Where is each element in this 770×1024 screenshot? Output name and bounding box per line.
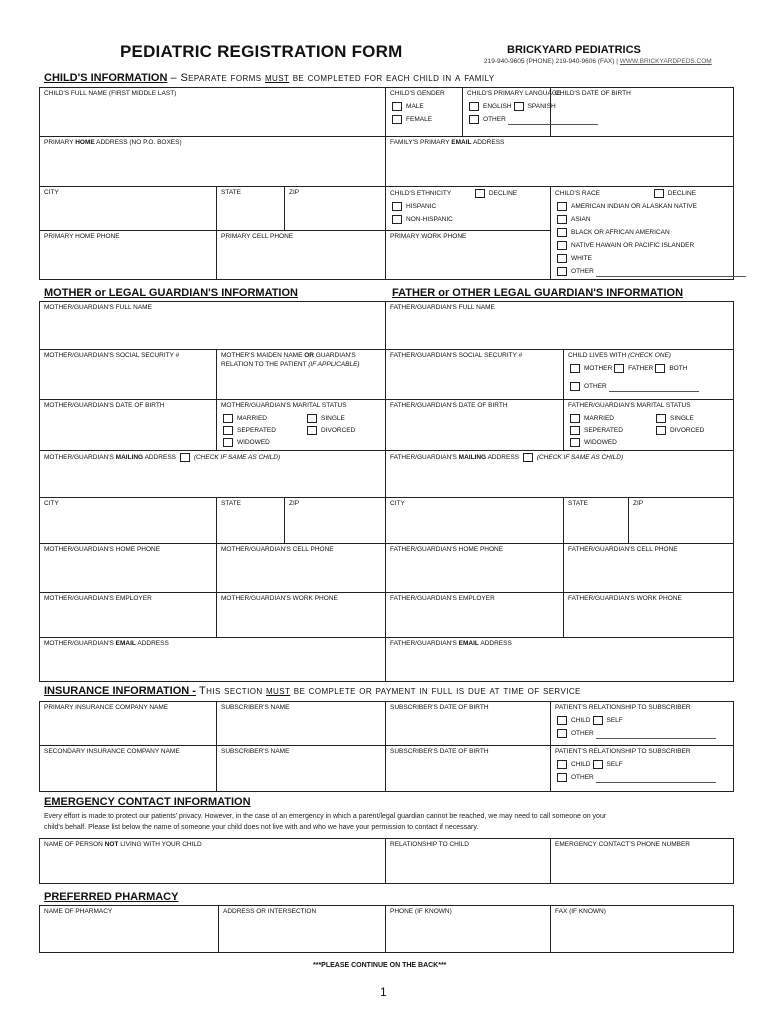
father-email-bold: EMAIL — [458, 639, 479, 647]
father-separated-label: SEPERATED — [584, 426, 623, 434]
mother-state-field[interactable] — [217, 497, 285, 543]
gender-female-option[interactable] — [390, 115, 458, 125]
father-full-name-label: FATHER/GUARDIAN'S FULL NAME — [390, 304, 495, 311]
child-dob-label: CHILD'S DATE OF BIRTH — [555, 90, 631, 97]
insurance-table — [39, 701, 734, 792]
mother-cell-phone-field[interactable] — [217, 543, 386, 592]
child-subheading-pre: – Separate forms — [170, 72, 262, 84]
gender-male-option[interactable] — [390, 102, 458, 112]
father-section-heading: FATHER or OTHER LEGAL GUARDIAN'S INFORMATION — [392, 287, 684, 299]
lives-with-options — [568, 364, 729, 374]
maiden-or: OR — [304, 352, 314, 359]
mother-cell-phone-label: MOTHER/GUARDIAN'S CELL PHONE — [221, 545, 334, 553]
mother-home-phone-label: MOTHER/GUARDIAN'S HOME PHONE — [44, 545, 161, 553]
father-email-post: ADDRESS — [480, 639, 512, 647]
mother-email-post: ADDRESS — [137, 639, 169, 647]
secondary-relationship-field — [551, 746, 734, 792]
mother-state-label: STATE — [221, 499, 241, 507]
race-other-line[interactable] — [596, 270, 746, 277]
emergency-phone-label: EMERGENCY CONTACT'S PHONE NUMBER — [555, 841, 690, 848]
primary-subscriber-field[interactable] — [217, 702, 386, 746]
father-city-field[interactable] — [386, 497, 564, 543]
mother-home-phone-field[interactable] — [40, 543, 217, 592]
race-option-label: AMERICAN INDIAN OR ALASKAN NATIVE — [571, 203, 697, 211]
child-section-heading — [44, 72, 494, 84]
race-option-label: BLACK OR AFRICAN AMERICAN — [571, 229, 670, 237]
child-language-field — [463, 88, 562, 137]
contact-phones: 219-940-9605 (PHONE) 219-940-9606 (FAX) | — [484, 58, 618, 65]
email-bold: EMAIL — [451, 139, 472, 146]
father-zip-label: ZIP — [633, 499, 644, 507]
father-single-label: SINGLE — [670, 414, 694, 422]
english-label: ENGLISH — [483, 102, 512, 110]
mother-marital-field — [217, 400, 386, 451]
secondary-child-label: CHILD — [571, 760, 591, 768]
child-race-field — [551, 187, 734, 280]
non-hispanic-option[interactable] — [390, 215, 546, 225]
child-work-phone-field[interactable] — [386, 231, 551, 279]
race-other-checkbox[interactable] — [557, 267, 567, 276]
father-work-phone-label: FATHER/GUARDIAN'S WORK PHONE — [568, 594, 682, 602]
non-hispanic-label: NON-HISPANIC — [406, 216, 453, 224]
race-option-label: ASIAN — [571, 216, 591, 224]
mother-mailing-post: ADDRESS — [144, 453, 177, 461]
lives-both-label: BOTH — [669, 364, 688, 372]
child-zip-field[interactable] — [285, 187, 386, 231]
mother-separated-checkbox[interactable] — [223, 426, 233, 435]
child-cell-phone-field[interactable] — [217, 231, 386, 279]
page-number: 1 — [380, 985, 387, 999]
child-info-table — [39, 87, 734, 280]
mother-section-heading: MOTHER or LEGAL GUARDIAN'S INFORMATION — [44, 287, 298, 299]
father-mailing-bold: MAILING — [458, 453, 487, 461]
secondary-insurance-field[interactable] — [40, 746, 217, 792]
father-marital-field — [564, 400, 734, 451]
race-checkbox[interactable] — [557, 241, 567, 250]
mother-dob-label: MOTHER/GUARDIAN'S DATE OF BIRTH — [44, 402, 165, 409]
parent-info-table — [39, 301, 734, 682]
race-checkbox[interactable] — [557, 228, 567, 237]
primary-child-label: CHILD — [571, 716, 591, 724]
pharmacy-table — [39, 905, 734, 953]
child-heading-text: CHILD'S INFORMATION — [44, 72, 168, 84]
cell-phone-label: PRIMARY CELL PHONE — [221, 233, 294, 241]
pharmacy-name-label: NAME OF PHARMACY — [44, 908, 113, 915]
ethnicity-decline-option[interactable] — [473, 190, 517, 197]
maiden-pre: MOTHER'S MAIDEN NAME — [221, 352, 303, 359]
ethnicity-decline-checkbox[interactable] — [475, 189, 485, 198]
form-title: PEDIATRIC REGISTRATION FORM — [120, 42, 403, 61]
father-cell-phone-label: FATHER/GUARDIAN'S CELL PHONE — [568, 545, 678, 553]
mother-zip-label: ZIP — [289, 499, 300, 507]
female-checkbox[interactable] — [392, 115, 402, 124]
race-checkbox[interactable] — [557, 254, 567, 263]
race-option[interactable] — [555, 228, 729, 238]
child-state-field[interactable] — [217, 187, 285, 231]
father-cell-phone-field[interactable] — [564, 543, 734, 592]
race-checkbox[interactable] — [557, 202, 567, 211]
mother-same-checkbox[interactable] — [180, 453, 190, 462]
email-post: ADDRESS — [472, 139, 505, 146]
mother-marital-row — [221, 426, 381, 436]
secondary-self-checkbox[interactable] — [593, 760, 603, 769]
language-other-line[interactable] — [508, 118, 598, 125]
child-subheading — [170, 72, 494, 84]
mother-single-checkbox[interactable] — [307, 414, 317, 423]
child-home-phone-field[interactable] — [40, 231, 217, 279]
father-employer-field[interactable] — [386, 592, 564, 637]
emergency-relationship-field[interactable] — [386, 839, 551, 884]
secondary-relationship-label: PATIENT'S RELATIONSHIP TO SUBSCRIBER — [555, 748, 691, 755]
race-option[interactable] — [555, 215, 729, 225]
hispanic-label: HISPANIC — [406, 203, 437, 211]
primary-child-checkbox[interactable] — [557, 716, 567, 725]
language-options — [467, 102, 556, 112]
pharmacy-phone-label: PHONE (IF KNOWN) — [390, 908, 452, 915]
child-gender-label: CHILD'S GENDER — [390, 90, 445, 97]
mother-email-bold: EMAIL — [115, 639, 136, 647]
mother-mailing-field[interactable] — [40, 450, 386, 497]
race-decline-checkbox[interactable] — [654, 189, 664, 198]
website-link[interactable]: WWW.BRICKYARDPEDS.COM — [619, 58, 712, 65]
father-work-phone-field[interactable] — [564, 592, 734, 637]
male-label: MALE — [406, 102, 424, 110]
mother-widowed-checkbox[interactable] — [223, 438, 233, 447]
primary-insurance-field[interactable] — [40, 702, 217, 746]
mother-mailing-bold: MAILING — [115, 453, 144, 461]
father-marital-label: FATHER/GUARDIAN'S MARITAL STATUS — [568, 402, 691, 409]
child-subheading-must: must — [264, 72, 290, 84]
secondary-relationship-row — [555, 760, 729, 770]
mother-full-name-label: MOTHER/GUARDIAN'S FULL NAME — [44, 304, 152, 311]
insurance-sub-pre: This section — [199, 685, 263, 697]
mother-ssn-label: MOTHER/GUARDIAN'S SOCIAL SECURITY # — [44, 352, 180, 359]
primary-subscriber-label: SUBSCRIBER'S NAME — [221, 704, 290, 711]
father-dob-label: FATHER/GUARDIAN'S DATE OF BIRTH — [390, 402, 508, 409]
lives-other-option[interactable] — [568, 382, 729, 392]
father-check-same: (CHECK IF SAME AS CHILD) — [536, 453, 624, 461]
mother-zip-field[interactable] — [285, 497, 386, 543]
race-decline-option[interactable] — [652, 190, 696, 197]
primary-relationship-field — [551, 702, 734, 746]
lives-mother-label: MOTHER — [584, 364, 613, 372]
home-phone-label: PRIMARY HOME PHONE — [44, 233, 120, 241]
maiden-post: GUARDIAN'S RELATION TO THE PATIENT — [221, 352, 356, 368]
pharmacy-name-field[interactable] — [40, 906, 219, 953]
child-dob-field[interactable] — [551, 88, 734, 137]
address-bold: HOME — [75, 139, 95, 146]
insurance-subheading — [199, 685, 581, 697]
mother-full-name-field[interactable] — [40, 302, 386, 350]
race-option[interactable] — [555, 241, 729, 251]
if-applicable: (IF APPLICABLE) — [308, 360, 360, 368]
primary-subscriber-dob-label: SUBSCRIBER'S DATE OF BIRTH — [390, 704, 489, 711]
race-label: CHILD'S RACE — [555, 190, 600, 198]
lives-other-label: OTHER — [584, 382, 607, 390]
father-single-checkbox[interactable] — [656, 414, 666, 423]
father-dob-field[interactable] — [386, 400, 564, 451]
male-checkbox[interactable] — [392, 102, 402, 111]
emergency-paragraph — [44, 811, 734, 833]
father-marital-row — [568, 426, 729, 436]
father-married-label: MARRIED — [584, 414, 614, 422]
father-widowed-checkbox[interactable] — [570, 438, 580, 447]
primary-self-checkbox[interactable] — [593, 716, 603, 725]
spanish-label: SPANISH — [527, 102, 556, 110]
lives-other-checkbox[interactable] — [570, 382, 580, 391]
pharmacy-fax-field[interactable] — [551, 906, 734, 953]
primary-other-checkbox[interactable] — [557, 729, 567, 738]
emergency-paragraph-line-2: child's behalf. Please list below the name of someone your child does not live with and who we have your permission to contact if necessary. — [44, 824, 479, 832]
female-label: FEMALE — [406, 115, 433, 123]
secondary-other-option[interactable] — [555, 773, 729, 783]
lives-both-checkbox[interactable] — [655, 364, 665, 373]
mother-employer-field[interactable] — [40, 592, 217, 637]
practice-contact — [484, 58, 712, 65]
mother-marital-row — [221, 414, 381, 424]
emergency-name-post: LIVING WITH YOUR CHILD — [120, 841, 202, 848]
secondary-other-label: OTHER — [571, 773, 594, 781]
pharmacy-address-field[interactable] — [219, 906, 386, 953]
race-option[interactable] — [555, 202, 729, 212]
father-same-checkbox[interactable] — [523, 453, 533, 462]
ethnicity-label: CHILD'S ETHNICITY — [390, 190, 452, 198]
emergency-paragraph-line-1: Every effort is made to protect our patients' privacy. However, in the case of an emergency in which a parent/legal guardian cannot be reached, we may need to call someone on your — [44, 813, 607, 820]
child-lives-with-field — [564, 350, 734, 400]
father-email-pre: FATHER/GUARDIAN'S — [390, 639, 457, 647]
work-phone-label: PRIMARY WORK PHONE — [390, 233, 467, 241]
check-one: (CHECK ONE) — [627, 352, 671, 359]
mother-email-pre: MOTHER/GUARDIAN'S — [44, 639, 114, 647]
emergency-table — [39, 838, 734, 884]
child-full-name-label: CHILD'S FULL NAME (FIRST MIDDLE LAST) — [44, 90, 177, 97]
language-other-checkbox[interactable] — [469, 115, 479, 124]
race-other-label: OTHER — [571, 268, 594, 276]
father-mailing-post: ADDRESS — [487, 453, 520, 461]
mother-check-same: (CHECK IF SAME AS CHILD) — [193, 453, 281, 461]
secondary-self-label: SELF — [606, 760, 623, 768]
pharmacy-phone-field[interactable] — [386, 906, 551, 953]
race-decline-label: DECLINE — [667, 190, 696, 198]
race-option[interactable] — [555, 254, 729, 264]
mother-city-field[interactable] — [40, 497, 217, 543]
emergency-relationship-label: RELATIONSHIP TO CHILD — [390, 841, 469, 848]
practice-name: BRICKYARD PEDIATRICS — [507, 44, 641, 56]
lives-father-label: FATHER — [628, 364, 654, 372]
insurance-must: must — [265, 685, 291, 697]
race-option-label: NATIVE HAWAIN OR PACIFIC ISLANDER — [571, 242, 695, 250]
mother-divorced-label: DIVORCED — [321, 426, 356, 434]
primary-relationship-label: PATIENT'S RELATIONSHIP TO SUBSCRIBER — [555, 704, 691, 711]
emergency-name-bold: NOT — [104, 841, 119, 848]
father-widowed-label: WIDOWED — [584, 438, 617, 446]
father-ssn-label: FATHER/GUARDIAN'S SOCIAL SECURITY # — [390, 352, 523, 359]
lives-other-line[interactable] — [609, 385, 699, 392]
father-state-field[interactable] — [564, 497, 629, 543]
child-gender-field — [386, 88, 463, 137]
mother-divorced-checkbox[interactable] — [307, 426, 317, 435]
secondary-subscriber-dob-field[interactable] — [386, 746, 551, 792]
father-home-phone-label: FATHER/GUARDIAN'S HOME PHONE — [390, 545, 504, 553]
father-marital-row — [568, 414, 729, 424]
hispanic-option[interactable] — [390, 202, 546, 212]
secondary-child-checkbox[interactable] — [557, 760, 567, 769]
child-subheading-tail: be completed for each child in a family — [292, 72, 495, 84]
state-label: STATE — [221, 189, 241, 196]
mother-maiden-field[interactable] — [217, 350, 386, 400]
primary-other-line[interactable] — [596, 732, 716, 739]
father-divorced-label: DIVORCED — [670, 426, 705, 434]
lives-father-checkbox[interactable] — [614, 364, 624, 373]
language-other-label: OTHER — [483, 115, 506, 123]
race-other-option[interactable] — [555, 267, 729, 277]
primary-other-label: OTHER — [571, 729, 594, 737]
pharmacy-section-heading: PREFERRED PHARMACY — [44, 891, 179, 903]
pharmacy-fax-label: FAX (IF KNOWN) — [555, 908, 606, 915]
zip-label: ZIP — [289, 189, 300, 196]
child-ethnicity-field — [386, 187, 551, 231]
secondary-insurance-label: SECONDARY INSURANCE COMPANY NAME — [44, 748, 180, 755]
mother-employer-label: MOTHER/GUARDIAN'S EMPLOYER — [44, 594, 152, 602]
father-mailing-field[interactable] — [386, 450, 734, 497]
emergency-name-field[interactable] — [40, 839, 386, 884]
insurance-section-heading — [44, 685, 581, 697]
address-post: ADDRESS (NO P.O. BOXES) — [96, 139, 182, 146]
continue-notice: ***PLEASE CONTINUE ON THE BACK*** — [313, 962, 447, 969]
secondary-subscriber-field[interactable] — [217, 746, 386, 792]
father-home-phone-field[interactable] — [386, 543, 564, 592]
address-pre: PRIMARY — [44, 139, 74, 146]
secondary-subscriber-label: SUBSCRIBER'S NAME — [221, 748, 290, 755]
mother-single-label: SINGLE — [321, 414, 345, 422]
father-married-checkbox[interactable] — [570, 414, 580, 423]
lives-with-label: CHILD LIVES WITH — [568, 352, 627, 359]
child-address-field[interactable] — [40, 137, 386, 187]
father-mailing-pre: FATHER/GUARDIAN'S — [390, 453, 457, 461]
mother-work-phone-label: MOTHER/GUARDIAN'S WORK PHONE — [221, 594, 338, 602]
pharmacy-address-label: ADDRESS OR INTERSECTION — [223, 908, 317, 915]
primary-self-label: SELF — [606, 716, 623, 724]
mother-married-checkbox[interactable] — [223, 414, 233, 423]
city-label: CITY — [44, 189, 59, 196]
insurance-heading-text: INSURANCE INFORMATION - — [44, 685, 196, 697]
mother-mailing-pre: MOTHER/GUARDIAN'S — [44, 453, 114, 461]
race-checkbox[interactable] — [557, 215, 567, 224]
race-option-label: WHITE — [571, 255, 592, 263]
mother-married-label: MARRIED — [237, 414, 267, 422]
child-language-label: CHILD'S PRIMARY LANGUAGE — [467, 90, 562, 97]
mother-marital-label: MOTHER/GUARDIAN'S MARITAL STATUS — [221, 402, 347, 409]
ethnicity-decline-label: DECLINE — [488, 190, 518, 198]
mother-city-label: CITY — [44, 499, 59, 507]
primary-other-option[interactable] — [555, 729, 729, 739]
spanish-checkbox[interactable] — [514, 102, 524, 111]
father-email-field[interactable] — [386, 637, 734, 681]
father-ssn-field[interactable] — [386, 350, 564, 400]
mother-work-phone-field[interactable] — [217, 592, 386, 637]
father-divorced-checkbox[interactable] — [656, 426, 666, 435]
child-full-name-field[interactable] — [40, 88, 386, 137]
primary-subscriber-dob-field[interactable] — [386, 702, 551, 746]
father-zip-field[interactable] — [629, 497, 734, 543]
child-city-field[interactable] — [40, 187, 217, 231]
mother-widowed-label: WIDOWED — [237, 438, 270, 446]
mother-email-field[interactable] — [40, 637, 386, 681]
email-pre: FAMILY'S PRIMARY — [390, 139, 450, 146]
emergency-phone-field[interactable] — [551, 839, 734, 884]
primary-insurance-label: PRIMARY INSURANCE COMPANY NAME — [44, 704, 169, 711]
insurance-sub-post: be complete or payment in full is due at time of service — [293, 685, 581, 697]
non-hispanic-checkbox[interactable] — [392, 215, 402, 224]
father-employer-label: FATHER/GUARDIAN'S EMPLOYER — [390, 594, 495, 602]
emergency-section-heading: EMERGENCY CONTACT INFORMATION — [44, 796, 251, 808]
english-checkbox[interactable] — [469, 102, 479, 111]
mother-widowed-option[interactable] — [221, 438, 381, 448]
father-state-label: STATE — [568, 499, 588, 507]
emergency-name-pre: NAME OF PERSON — [44, 841, 103, 848]
mother-ssn-field[interactable] — [40, 350, 217, 400]
hispanic-checkbox[interactable] — [392, 202, 402, 211]
secondary-other-checkbox[interactable] — [557, 773, 567, 782]
primary-relationship-row — [555, 716, 729, 726]
mother-dob-field[interactable] — [40, 400, 217, 451]
family-email-field[interactable] — [386, 137, 734, 187]
father-full-name-field[interactable] — [386, 302, 734, 350]
lives-mother-checkbox[interactable] — [570, 364, 580, 373]
secondary-other-line[interactable] — [596, 776, 716, 783]
secondary-subscriber-dob-label: SUBSCRIBER'S DATE OF BIRTH — [390, 748, 489, 755]
language-other-option[interactable] — [467, 115, 546, 125]
father-separated-checkbox[interactable] — [570, 426, 580, 435]
father-city-label: CITY — [390, 499, 405, 507]
mother-separated-label: SEPERATED — [237, 426, 276, 434]
father-widowed-option[interactable] — [568, 438, 729, 448]
